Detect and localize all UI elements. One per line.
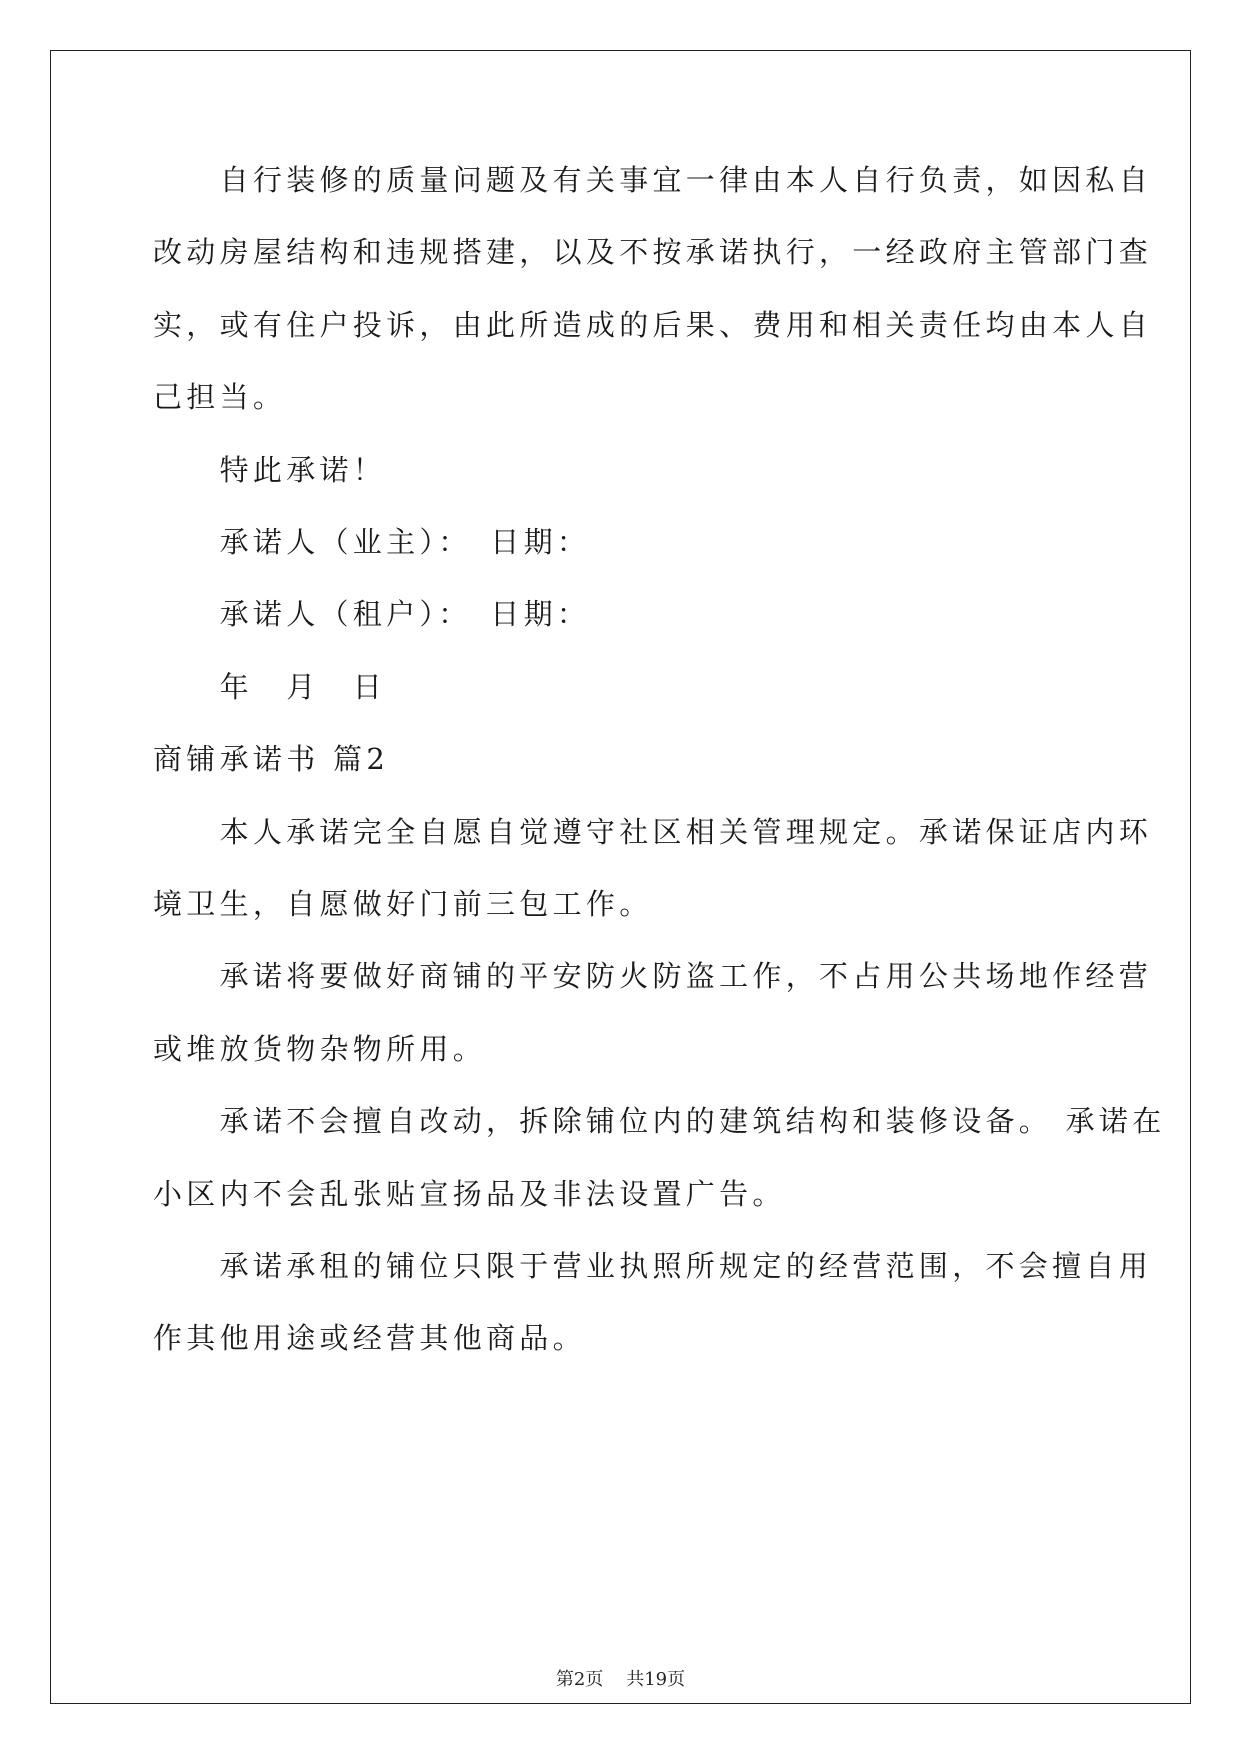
text-line: 作其他用途或经营其他商品。 (153, 1321, 586, 1356)
page-footer (0, 1665, 1241, 1691)
text-line: 年 月 日 (153, 669, 387, 704)
text-line: 小区内不会乱张贴宣扬品及非法设置广告。 (153, 1176, 786, 1211)
page-border (50, 50, 1191, 1704)
text-line: 承诺承租的铺位只限于营业执照所规定的经营范围，不会擅自用 (153, 1249, 1153, 1283)
text-line: 承诺人（业主）： 日期： (153, 525, 591, 559)
text-line: 己担当。 (153, 380, 287, 415)
text-line: 承诺人（租户）： 日期： (153, 597, 591, 632)
text-line: 承诺将要做好商铺的平安防火防盗工作，不占用公共场地作经营 (153, 959, 1153, 994)
text-line: 特此承诺！ (153, 452, 387, 487)
page-number: 第2页 (555, 1669, 604, 1690)
text-line: 实，或有住户投诉，由此所造成的后果、费用和相关责任均由本人自 (153, 307, 1153, 342)
text-line: 改动房屋结构和违规搭建，以及不按承诺执行，一经政府主管部门查 (153, 235, 1153, 270)
text-line: 本人承诺完全自愿自觉遵守社区相关管理规定。承诺保证店内环 (153, 814, 1153, 849)
text-line: 承诺不会擅自改动，拆除铺位内的建筑结构和装修设备。 承诺在 (153, 1104, 1166, 1139)
text-line: 境卫生，自愿做好门前三包工作。 (153, 887, 653, 921)
section-heading: 商铺承诺书 篇2 (153, 742, 390, 777)
text-line: 或堆放货物杂物所用。 (153, 1031, 487, 1066)
page-total: 共19页 (626, 1669, 686, 1690)
text-line: 自行装修的质量问题及有关事宜一律由本人自行负责，如因私自 (153, 163, 1153, 197)
